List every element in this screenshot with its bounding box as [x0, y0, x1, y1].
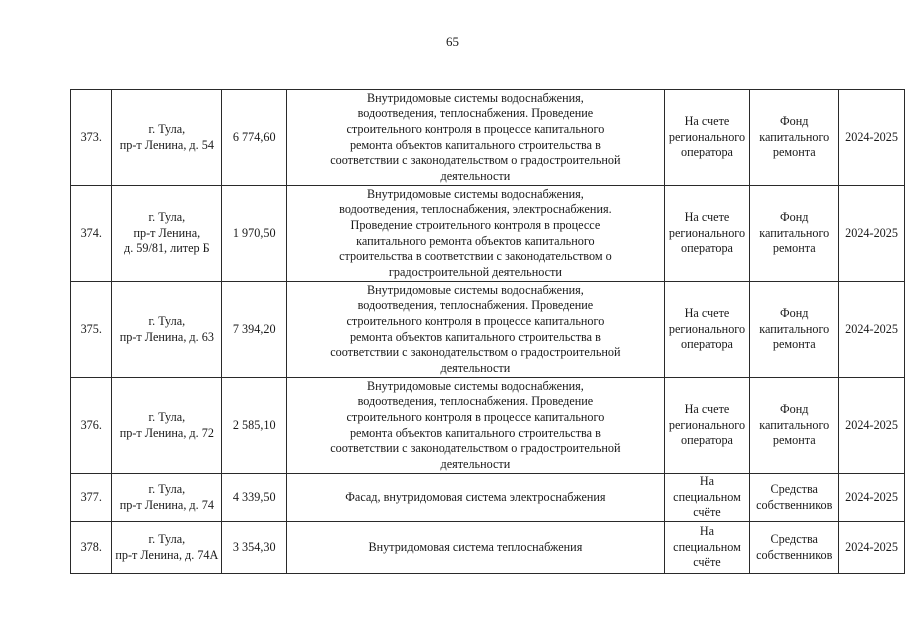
works-cell: Внутридомовые системы водоснабжения, водоотведения, теплоснабжения. Проведение строительного контроля в процессе капитального ремонта объектов капитального строительства в соответствии с законодательством о градостроительной деятельности	[287, 378, 664, 474]
period-cell: 2024-2025	[839, 90, 905, 186]
page-number: 65	[446, 34, 459, 49]
funding-source-cell: Фонд капитального ремонта	[750, 378, 839, 474]
funding-method-cell: На счете регионального оператора	[664, 378, 750, 474]
period-cell: 2024-2025	[839, 378, 905, 474]
funding-method-cell: На счете регионального оператора	[664, 282, 750, 378]
table-row	[71, 474, 905, 522]
address-cell: г. Тула, пр-т Ленина, д. 74	[112, 474, 222, 522]
funding-method-cell: На счете регионального оператора	[664, 186, 750, 282]
works-cell: Внутридомовые системы водоснабжения, водоотведения, теплоснабжения. Проведение строительного контроля в процессе капитального ремонта объектов капитального строительства в соответствии с законодательством о градостроительной деятельности	[287, 282, 664, 378]
funding-source-cell: Фонд капитального ремонта	[750, 90, 839, 186]
row-number: 374.	[71, 186, 112, 282]
area-cell: 7 394,20	[222, 282, 287, 378]
works-cell: Внутридомовые системы водоснабжения, водоотведения, теплоснабжения. Проведение строительного контроля в процессе капитального ремонта объектов капитального строительства в соответствии с законодательством о градостроительной деятельности	[287, 90, 664, 186]
works-cell: Внутридомовая система теплоснабжения	[287, 522, 664, 574]
table-row	[71, 378, 905, 474]
row-number: 377.	[71, 474, 112, 522]
works-cell: Фасад, внутридомовая система электроснабжения	[287, 474, 664, 522]
row-number: 378.	[71, 522, 112, 574]
funding-method-cell: На специальном счёте	[664, 474, 750, 522]
repair-registry-table	[70, 89, 905, 574]
area-cell: 4 339,50	[222, 474, 287, 522]
row-number: 373.	[71, 90, 112, 186]
funding-source-cell: Средства собственников	[750, 522, 839, 574]
period-cell: 2024-2025	[839, 474, 905, 522]
address-cell: г. Тула, пр-т Ленина, д. 74А	[112, 522, 222, 574]
works-cell: Внутридомовые системы водоснабжения, водоотведения, теплоснабжения, электроснабжения. Проведение строительного контроля в процессе капитального ремонта объектов капитального строительства в соответствии с законодательством о градостроительной деятельности	[287, 186, 664, 282]
period-cell: 2024-2025	[839, 186, 905, 282]
address-cell: г. Тула, пр-т Ленина, д. 59/81, литер Б	[112, 186, 222, 282]
funding-method-cell: На специальном счёте	[664, 522, 750, 574]
address-cell: г. Тула, пр-т Ленина, д. 54	[112, 90, 222, 186]
address-cell: г. Тула, пр-т Ленина, д. 63	[112, 282, 222, 378]
table-row	[71, 522, 905, 574]
address-cell: г. Тула, пр-т Ленина, д. 72	[112, 378, 222, 474]
row-number: 375.	[71, 282, 112, 378]
funding-source-cell: Средства собственников	[750, 474, 839, 522]
funding-source-cell: Фонд капитального ремонта	[750, 282, 839, 378]
area-cell: 1 970,50	[222, 186, 287, 282]
funding-method-cell: На счете регионального оператора	[664, 90, 750, 186]
period-cell: 2024-2025	[839, 522, 905, 574]
table-row	[71, 90, 905, 186]
row-number: 376.	[71, 378, 112, 474]
area-cell: 2 585,10	[222, 378, 287, 474]
period-cell: 2024-2025	[839, 282, 905, 378]
funding-source-cell: Фонд капитального ремонта	[750, 186, 839, 282]
table-row	[71, 186, 905, 282]
table-row	[71, 282, 905, 378]
area-cell: 6 774,60	[222, 90, 287, 186]
area-cell: 3 354,30	[222, 522, 287, 574]
